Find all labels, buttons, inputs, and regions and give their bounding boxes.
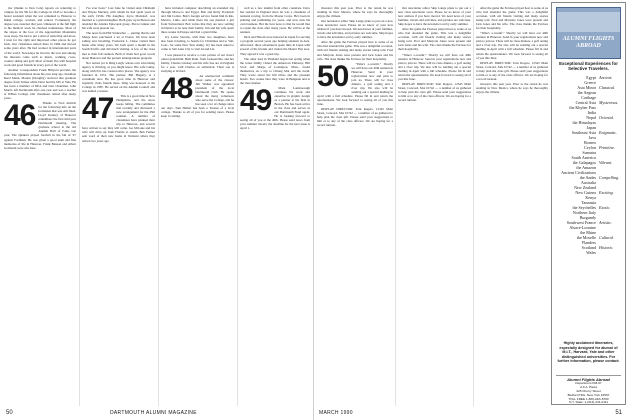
destination-place: Ancient Civilizations: [561, 170, 596, 175]
class-number-48: 48: [161, 71, 193, 105]
paragraph: The other lead in Thailand began last spring when the Jones family visited the American Embassy. Bill Scott and Marge of Lexington, Mass., found themselves on a trip to Chiang Mai and the north. They wrote about the hill tribes and the pleasant hotels. Two weeks later they were in Bangkok and at the river market.: [240, 56, 310, 85]
destination-descriptor: Oriental.: [599, 115, 614, 120]
paragraph: Our newsletter editor Skip Lange plans to put out a new class newsletter soon. Please let us know of your new address if you have moved. We need news of your families, travels and activities, and pictures are welcome. Skip hopes to have the newsletter out by early summer.: [317, 19, 393, 40]
column-divider: [473, 6, 474, 406]
paragraph: I've ever been." Last June he visited Ann Chisholm and Wayne Mackey, with whom he had spent years in the early 1950s. His daughter, Joyce Matzdorf, was married to a grand-daughter. Both grew up in Boston and attended the Atlanta Episcopal group. Pierce Ginner and his wife were present too.: [82, 6, 155, 31]
destination-place: Carthage: [581, 95, 596, 100]
class-number-46: 46: [4, 99, 36, 133]
destination-row: [556, 250, 621, 255]
running-footer: MARCH 1990: [319, 410, 353, 416]
ad-headline: Exceptional Experiences for Selective Travelers.: [559, 61, 618, 72]
destination-place: the Aegean: [577, 90, 596, 95]
ad-contact-box: [556, 375, 621, 404]
paragraph: well as a few alumni from other countries. Dave has resided in England since he was a classmate of national rowing, from the Master Corps. He's been in printing and publishing for years, and now runs his own business. But the best news is that he would like to rejoin the class after many years. He will be at the reunion.: [240, 6, 310, 35]
destination-descriptor: Compelling.: [599, 175, 620, 180]
paragraph: Thanks to Fred Aldrich for the following info on the formation that was still fixed. Lloyd Kenney of Hanover remembers the first mid-year Dartmouth meeting. The graduate school at the old Alumni Hall of Fame last year. The Quakers played football in the fall of '47 against Fordham. He was given a good team and fine memories of life in Hanover. Frank Benson and Albert Goldstein were also here.: [4, 101, 76, 150]
destination-place: Southeast Asia: [571, 130, 596, 135]
column-1: [4, 6, 76, 404]
destination-list: [556, 75, 621, 255]
destination-place: Kenya: [585, 195, 596, 200]
ad-banner-title: ALUMNI FLIGHTS ABROAD: [562, 36, 615, 49]
ad-blurb: Highly acclaimed itineraries, especially designed for alumni of M.I.T., Harvard, Yale and other distinguished universities. For further information, please contact:: [557, 341, 620, 364]
destination-descriptor: Artistic.: [599, 220, 613, 225]
destination-descriptor: Vibrant.: [599, 160, 613, 165]
page-number: 51: [615, 410, 622, 416]
paragraph: Ivy Lorne Stevens, with their two daughters, have also been traveling, to Seattle for Christmas and to Vail, Colo., for some New Year skiing. Ivy has been asked to come to Salt Lake City to visit Al and Liz.: [161, 35, 234, 52]
destination-place: the Seychelles: [572, 205, 596, 210]
destination-place: Tanzania: [581, 200, 596, 205]
class-number-50: 50: [317, 59, 349, 93]
destination-place: Borneo: [583, 140, 596, 145]
destination-place: the Galapagos: [572, 160, 596, 165]
destination-place: Australia: [580, 180, 596, 185]
paragraph: After the game the Ferrises played host to some of us who had attended the game. This was a delightful occasion, with old friends visiting and many stories being told. Fred and Marjorie Jones were present and Jack Jones and his wife. The class thanks the Ferrises for their hospitality.: [317, 40, 393, 61]
destination-place: the Rhine: [580, 230, 596, 235]
paragraph: Dick and Harold were honored in Japan for serving a program several years ago helping students in Asia. Afterward, three adventurers spent time in Japan with several of his friends and visited the Mount Fuji area. They agreed it was a great trip.: [240, 35, 310, 56]
paragraph: "Time's a-wastin'." Shortly we will have our 40th reunion in Hanover. Send in your registrations now and plan to join us. There will be class dinners, a golf outing and a river trip. We also will be sending out a special mailing in April with a full schedule. Please fill in and return the questionnaire. We look forward to seeing all of you this June.: [317, 61, 393, 107]
destination-place: the Himalayas: [572, 120, 596, 125]
destination-descriptor: Enigmatic.: [599, 130, 617, 135]
ad-contact-lines: [556, 382, 621, 405]
running-footer: DARTMOUTH ALUMNI MAGAZINE: [110, 410, 197, 416]
column-2: [398, 6, 471, 404]
destination-place: Sumatra: [582, 150, 596, 155]
column-divider: [158, 6, 159, 406]
destination-descriptor: Primitive.: [599, 145, 616, 150]
class-number-49: 49: [240, 83, 272, 117]
column-divider: [79, 6, 80, 406]
paragraph: After the game the Ferrises played host to some of us who had attended the game. This was a delightful occasion, with old friends visiting and many stories being told. Fred and Marjorie Jones were present and Jack Jones and his wife. The class thanks the Ferrises for their hospitality.: [476, 6, 548, 31]
paragraph: have included computer describing an extended trip through Morocco and Egypt. Bob and Rolly Frederick and Jim Colton. Bob's foreign service found him in Rio, Mexico, Lima, and while there his son married a girl from Switzerland. Bob writes that they are now settling in Denver to be near their family. Jim and his wife spent three weeks in Europe and had a grand time.: [161, 6, 234, 35]
destination-place: Northern Italy: [572, 210, 596, 215]
destination-descriptor: Mysterious.: [599, 100, 619, 105]
destination-place: the Andes: [579, 175, 596, 180]
destination-descriptor: Ancient.: [599, 75, 613, 80]
destination-place: Southwest France: [566, 220, 596, 225]
destination-place: India: [587, 110, 596, 115]
ad-banner: [556, 7, 621, 59]
paragraph: The news from Phil Strubacher — putting that he and Marge have purchased a lot at Exeter. We have been sailing and travelling. Frederick L. Chase visited their home after many years. We both spent a month in the South Pacific and did much visiting. A few of the class met at their fall reunion. Both of them had good words about Hanover and the present undergraduate program.: [82, 31, 155, 60]
destination-descriptor: Exciting.: [599, 190, 614, 195]
paragraph: DISPLAY DIRECTOR: Tom Rogers, 12345 Main Street, Concord, MA 01742 — a number of us gathered to help plan the class gift. Please send your suggestions to him or to any of the class officers. We are hoping for a record turnout.: [317, 107, 393, 128]
ad-contact-title: Alumni Flights Abroad: [567, 377, 610, 382]
page-number: 50: [6, 410, 13, 416]
destination-place: the Khyber Pass: [569, 105, 596, 110]
ad-contact-line: TOLL FREE 1-800-AFA-8700: [568, 396, 609, 401]
destination-descriptor: Cultural.: [599, 235, 614, 240]
destination-place: South America: [571, 155, 596, 160]
paragraph: itor (thanks to Don Cole) reports on returning to campus for his 5th for the College in 1943 to become a hostel assistant when the war remained to Hanover to finish college, worked, and retired. Fortunately the degree was awarded that year. Unknown is the full fight to his medical work he checked tremendous. Most of the slopes at the foot of the Appalachian Mountains were steep. We had to put a stint of retrieving and more. I trust for the right and improved other places he got back. Our classmates retired there in 1984 and moved some years after. He had worked in international parts of the world. Nowadays he lived in the tour and among his interests come such as music, walking, cross-country skiing and golf. Most of them live with hospital work and good friends in every part of the world.: [4, 6, 76, 67]
paragraph: This is a good time in New Hampshire, and the snow keeps falling. The committee met recently and discussed a new arrangement for the 45th reunion. A number of classmates have planned their trip to Hanover, and several have written to say they will come. Joe McLane and his wife will drive up from Florida to attend. Bob Fenner sent word of their new home in Vermont where they retired two years ago.: [82, 93, 155, 143]
destination-place: Scotland: [581, 245, 596, 250]
paragraph: I was pleased to receive a color picture of our class's oldest grandchild. Beth Roth, from Jacksonville, and her family. Charles Lindsay and his wife Sue are in England for a year, with Charles on sabbatical. Their son is studying at Oxford.: [161, 52, 234, 73]
destination-place: New Guinea: [575, 190, 596, 195]
paragraph: DISPLAY DIRECTOR: Tom Rogers, 12345 Main Street, Concord, MA 01742 — a number of us gathered to help plan the class gift. Please send your suggestions to him or to any of the class officers. We are hoping for a record turnout.: [476, 60, 548, 81]
ad-contact-line: N.Y. State: 1-(914) 241-0111: [569, 400, 608, 405]
ad-contact-line: A.F.A. Plaza: [580, 384, 597, 389]
paragraph: An unexpected comment about some of the classes: Jim Walker was appointed president of the local Dartmouth Club. He spoke about the many volunteers who serve the College, and he has seen a lot of change since our days. Tom Hallett has been a Trustee of a local college. Thanks to all of you for sending news. Please keep it coming.: [161, 73, 234, 119]
column-3: [161, 6, 234, 404]
destination-place: Alsace-Lorraine: [569, 225, 596, 230]
ad-contact-line: 425 Cherry Street: [576, 388, 601, 393]
destination-place: Flanders: [581, 240, 596, 245]
column-2: [82, 6, 155, 404]
paragraph: "Time's a-wastin'." Shortly we will have our 40th reunion in Hanover. Send in your registrations now and plan to join us. There will be class dinners, a golf outing and a river trip. We also will be sending out a special mailing in April with a full schedule. Please fill in and return the questionnaire. We look forward to seeing all of you this June.: [398, 52, 471, 81]
destination-place: New Zealand: [574, 185, 596, 190]
right-page: [315, 0, 628, 420]
column-divider: [395, 6, 396, 406]
destination-place: Asia Minor: [577, 85, 596, 90]
destination-descriptor: Historic.: [599, 245, 614, 250]
destination-place: Greece: [584, 80, 596, 85]
destination-place: Egypt: [586, 75, 596, 80]
column-3: [476, 6, 548, 404]
paragraph: investors this past year. Prior to the return he was residing in New Mexico where he says he thoroughly enjoys the climate.: [317, 6, 393, 19]
ad-contact-line: Department DM-67: [575, 380, 602, 385]
paragraph: investors this past year. Prior to the return he was residing in New Mexico where he says he thoroughly enjoys the climate.: [476, 81, 548, 94]
column-1: [317, 6, 393, 404]
destination-place: the Amazon: [576, 165, 596, 170]
destination-place: Java: [588, 135, 596, 140]
destination-place: Burgundy: [579, 215, 596, 220]
destination-descriptor: Classical.: [599, 85, 616, 90]
ad-banner-band: [557, 12, 620, 32]
paragraph: "Time's a-wastin'." Shortly we will have our 40th reunion in Hanover. Send in your registrations now and plan to join us. There will be class dinners, a golf outing and a river trip. We also will be sending out a special mailing in April with a full schedule. Please fill in and return the questionnaire. We look forward to seeing all of you this June.: [476, 31, 548, 60]
paragraph: DISPLAY DIRECTOR: Tom Rogers, 12345 Main Street, Concord, MA 01742 — a number of us gathered to help plan the class gift. Please send your suggestions to him or to any of the class officers. We are hoping for a record turnout.: [398, 81, 471, 103]
alumni-flights-ad: [551, 2, 626, 405]
paragraph: Not retired yet is Ding Leigh, whose own advertising agency is thriving, as you might know. His wife Ginny, along with Pat, has created extra places. The agency was founded in 1951. His partner, Bill Hagerty, is a consultant now. He has good time in Hanover and regularly visits friends there. Ding was honored at the College in 1987. He served on the Alumni Council and was named a trustee.: [82, 60, 155, 93]
destination-descriptor: Exotic.: [599, 205, 611, 210]
destination-place: Japan: [586, 125, 596, 130]
paragraph: After the game the Ferrises played host to some of us who had attended the game. This was a delightful occasion, with old friends visiting and many stories being told. Fred and Marjorie Jones were present and Jack Jones and his wife. The class thanks the Ferrises for their hospitality.: [398, 27, 471, 52]
destination-place: Wales: [586, 250, 596, 255]
destination-place: the Moselle: [576, 235, 596, 240]
column-divider: [237, 6, 238, 406]
destination-place: Nepal: [586, 115, 596, 120]
paragraph: Mark Lonsborough continues his work and expertise in graphic design as a partner at his firm in Boston. He has been active in the class and serves as our Dartmouth Fund agent. He is looking forward to seeing all of you at the 40th. Please send news from your summer travels; the deadline for the next issue is April 1.: [240, 85, 310, 131]
destination-place: Ceylon: [584, 145, 596, 150]
ad-contact-line: Bedford Hills, New York 10507: [567, 392, 610, 397]
paragraph: Our newsletter editor Skip Lange plans to put out a new class newsletter soon. Please let us know of your new address if you have moved. We need news of your families, travels and activities, and pictures are welcome. Skip hopes to have the newsletter out by early summer.: [398, 6, 471, 27]
class-number-47: 47: [82, 91, 114, 125]
destination-descriptor: [599, 250, 621, 255]
destination-place: Central Asia: [575, 100, 596, 105]
column-4: [240, 6, 310, 404]
paragraph: Another correspondent Frank Hillyard provides the following information about his own long ago classmate Reed Mann, Marion (Doughty) received that graduate degree from Tulane while Dave had his MS at Yale. He has been a member of DEA and later Chairman. John Morris left Dartmouth after one year and was a teacher at Wilkes College. Our classmates retired after many years.: [4, 67, 76, 101]
